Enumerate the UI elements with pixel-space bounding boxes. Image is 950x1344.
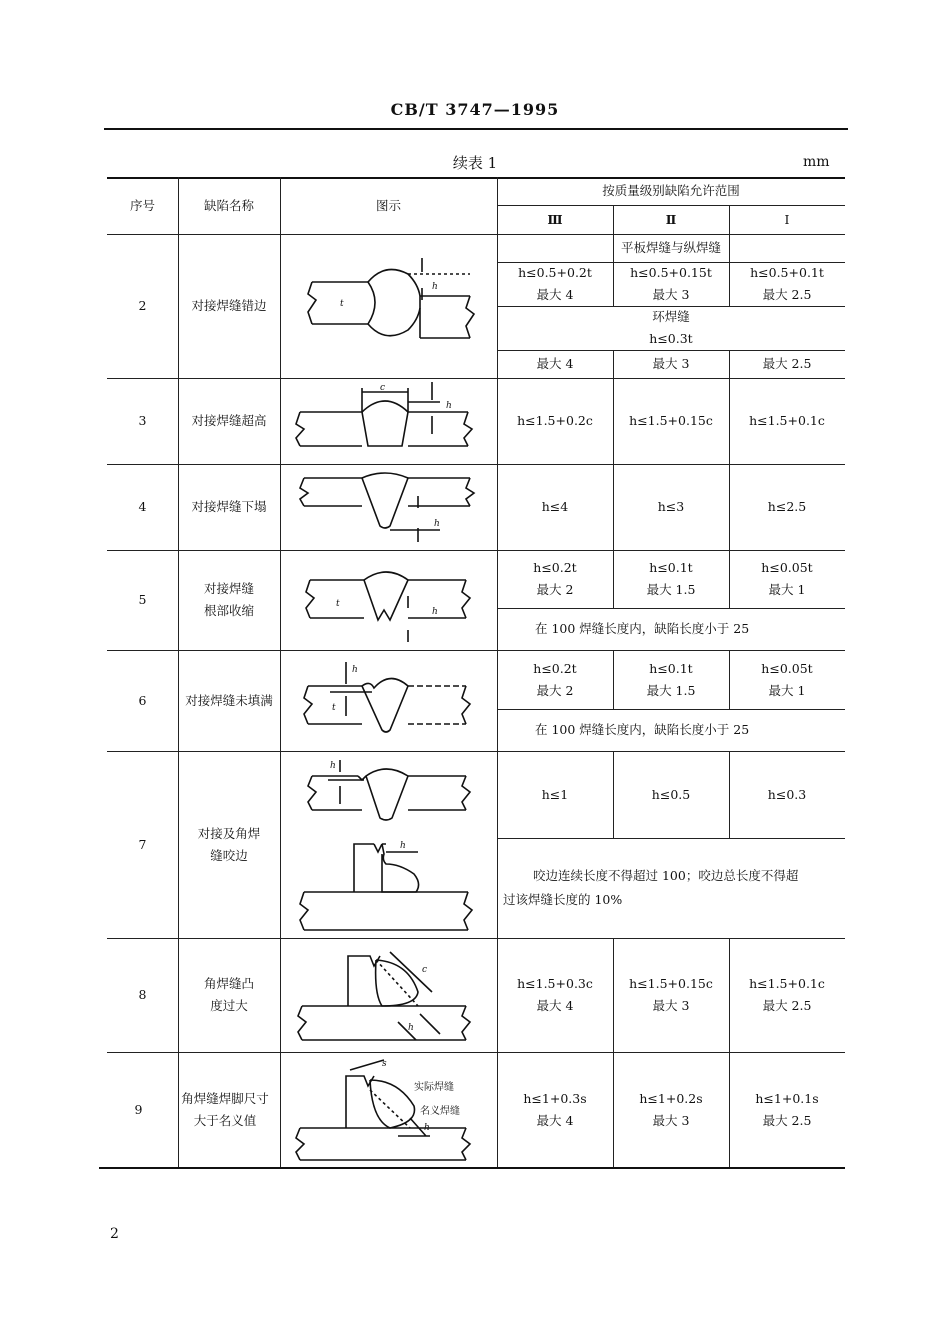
limit-max: 最大 2.5 bbox=[762, 1112, 812, 1128]
fig-label-h: h bbox=[400, 841, 406, 851]
limit-cell bbox=[729, 938, 845, 1052]
fig-label-h: h bbox=[434, 519, 440, 529]
limit-formula: h≤0.5+0.15t bbox=[630, 265, 712, 280]
fig-label-c: c bbox=[380, 383, 386, 393]
limit-max: 最大 2.5 bbox=[762, 287, 812, 302]
col-rule bbox=[280, 177, 281, 1167]
row-no: 2 bbox=[138, 298, 147, 313]
header-rule bbox=[104, 128, 848, 130]
limit-max: 最大 4 bbox=[536, 998, 574, 1013]
limit-formula: h≤0.5+0.2t bbox=[518, 265, 592, 280]
fig-label-nominal-weld: 名义焊缝 bbox=[420, 1106, 460, 1117]
unit-label: mm bbox=[803, 154, 830, 170]
limit-formula: h≤1.5+0.2c bbox=[517, 413, 593, 428]
note-text bbox=[497, 838, 845, 938]
limit-max: 最大 3 bbox=[652, 356, 690, 371]
limit-formula: h≤3 bbox=[657, 499, 685, 514]
limit-max: 最大 1 bbox=[768, 582, 806, 597]
limit-formula: h≤1.5+0.1c bbox=[749, 976, 825, 991]
row-no: 7 bbox=[138, 836, 147, 852]
fig-label-s: s bbox=[382, 1059, 387, 1069]
limit-cell bbox=[497, 938, 613, 1052]
limit-cell bbox=[729, 550, 845, 608]
row-no: 4 bbox=[138, 499, 147, 514]
limit-max: 最大 3 bbox=[652, 1112, 690, 1128]
limit-cell bbox=[729, 650, 845, 709]
figure-fillet-convexity bbox=[290, 944, 490, 1048]
col-header-figure: 图示 bbox=[375, 197, 401, 213]
grade-header-2: Ⅱ bbox=[665, 211, 677, 227]
fig-label-t: t bbox=[336, 599, 340, 609]
limit-formula: h≤0.05t bbox=[761, 560, 813, 575]
subsection-cell bbox=[497, 306, 845, 350]
fig-label-t: t bbox=[332, 703, 336, 713]
limit-formula: h≤0.3 bbox=[767, 786, 807, 802]
grade-header-1: Ⅰ bbox=[784, 211, 790, 227]
limit-max: 最大 1 bbox=[768, 682, 806, 698]
limit-max: 最大 1.5 bbox=[646, 582, 696, 597]
defect-name-line: 度过大 bbox=[210, 998, 248, 1013]
col-header-range: 按质量级别缺陷允许范围 bbox=[602, 183, 740, 198]
limit-max: 最大 3 bbox=[652, 998, 690, 1013]
limit-cell bbox=[613, 1052, 729, 1167]
figure-excess-reinforcement bbox=[290, 382, 490, 462]
figure-undercut-fillet bbox=[290, 840, 490, 936]
limit-formula: h≤0.05t bbox=[761, 660, 813, 676]
fig-label-h: h bbox=[330, 761, 336, 771]
note-line: 咬边连续长度不得超过 100；咬边总长度不得超 bbox=[533, 868, 799, 883]
limit-formula: h≤2.5 bbox=[767, 499, 807, 514]
figure-misalignment bbox=[290, 244, 490, 372]
col-header-name: 缺陷名称 bbox=[203, 197, 254, 213]
limit-formula: h≤0.1t bbox=[649, 660, 693, 676]
row-no: 3 bbox=[138, 413, 147, 428]
defect-name-line: 对接焊缝 bbox=[203, 581, 254, 596]
limit-max: 最大 4 bbox=[536, 1112, 574, 1128]
note-line: 过该焊缝长度的 10% bbox=[503, 892, 623, 907]
limit-max: 最大 3 bbox=[652, 287, 690, 302]
fig-label-h: h bbox=[432, 607, 438, 617]
limit-formula: h≤1+0.1s bbox=[755, 1090, 819, 1106]
note-text: 在 100 焊缝长度内，缺陷长度小于 25 bbox=[535, 621, 750, 636]
fig-label-h: h bbox=[446, 401, 452, 411]
limit-cell bbox=[497, 1052, 613, 1167]
limit-cell bbox=[729, 1052, 845, 1167]
fig-label-h: h bbox=[432, 282, 438, 292]
col-header-no: 序号 bbox=[129, 197, 155, 213]
limit-formula: h≤1+0.3s bbox=[523, 1090, 587, 1106]
figure-oversize-leg bbox=[290, 1056, 490, 1162]
limit-max: 最大 2.5 bbox=[762, 356, 812, 371]
fig-label-h: h bbox=[424, 1123, 430, 1133]
defect-name-line: 对接及角焊 bbox=[197, 825, 261, 841]
limit-max: 最大 2 bbox=[536, 582, 574, 597]
limit-max: 最大 2 bbox=[536, 682, 574, 698]
limit-formula: h≤0.2t bbox=[533, 560, 577, 575]
limit-cell bbox=[613, 938, 729, 1052]
limit-formula: h≤0.1t bbox=[649, 560, 693, 575]
limit-formula: h≤0.3t bbox=[649, 331, 693, 346]
defect-name: 对接焊缝错边 bbox=[191, 298, 267, 313]
limit-cell bbox=[613, 262, 729, 306]
limit-formula: h≤0.5+0.1t bbox=[750, 265, 824, 280]
table-bottom-rule bbox=[99, 1167, 845, 1169]
defect-name-line: 角焊缝焊脚尺寸 bbox=[181, 1090, 269, 1106]
figure-sag bbox=[290, 468, 490, 548]
fig-label-h: h bbox=[408, 1023, 414, 1033]
row-no: 8 bbox=[138, 987, 147, 1002]
defect-name-line: 角焊缝凸 bbox=[203, 976, 254, 991]
limit-formula: h≤1.5+0.15c bbox=[629, 976, 713, 991]
defect-name-line: 缝咬边 bbox=[210, 847, 248, 863]
figure-underfill bbox=[290, 656, 490, 746]
limit-max: 最大 1.5 bbox=[646, 682, 696, 698]
defect-name bbox=[178, 938, 280, 1052]
limit-formula: h≤0.5 bbox=[651, 786, 691, 802]
page-number: 2 bbox=[110, 1226, 119, 1242]
fig-label-t: t bbox=[340, 299, 344, 309]
limit-cell bbox=[613, 650, 729, 709]
limit-cell bbox=[613, 550, 729, 608]
defect-name-line: 根部收缩 bbox=[203, 603, 254, 618]
defect-name: 对接焊缝未填满 bbox=[185, 692, 273, 708]
limit-max: 最大 4 bbox=[536, 356, 574, 371]
limit-max: 最大 2.5 bbox=[762, 998, 812, 1013]
limit-formula: h≤1.5+0.1c bbox=[749, 413, 825, 428]
fig-label-actual-weld: 实际焊缝 bbox=[414, 1082, 454, 1093]
limit-formula: h≤1+0.2s bbox=[639, 1090, 703, 1106]
row-no: 5 bbox=[138, 592, 147, 607]
row-no: 9 bbox=[134, 1101, 143, 1117]
limit-formula: h≤0.2t bbox=[533, 660, 577, 676]
limit-formula: h≤4 bbox=[541, 499, 569, 514]
limit-formula: h≤1.5+0.3c bbox=[517, 976, 593, 991]
row-no: 6 bbox=[138, 692, 147, 708]
limit-cell bbox=[497, 550, 613, 608]
defect-name bbox=[170, 1052, 280, 1167]
fig-label-c: c bbox=[422, 965, 428, 975]
defect-name bbox=[178, 550, 280, 650]
defect-name: 对接焊缝超高 bbox=[191, 413, 267, 428]
limit-cell bbox=[497, 262, 613, 306]
limit-formula: h≤1 bbox=[541, 786, 569, 802]
standard-code: CB/T 3747—1995 bbox=[390, 100, 560, 119]
limit-cell bbox=[729, 262, 845, 306]
defect-name: 对接焊缝下塌 bbox=[191, 499, 267, 514]
note-text: 在 100 焊缝长度内，缺陷长度小于 25 bbox=[535, 722, 750, 737]
limit-formula: h≤1.5+0.15c bbox=[629, 413, 713, 428]
fig-label-h: h bbox=[352, 665, 358, 675]
limit-max: 最大 4 bbox=[536, 287, 574, 302]
figure-root-concavity bbox=[290, 558, 490, 646]
table-caption: 续表 1 bbox=[452, 154, 498, 172]
defect-name bbox=[178, 751, 280, 938]
subsection-title: 平板焊缝与纵焊缝 bbox=[620, 240, 721, 255]
subsection-title: 环焊缝 bbox=[652, 309, 690, 324]
defect-name-line: 大于名义值 bbox=[193, 1112, 257, 1128]
figure-undercut-butt bbox=[290, 756, 490, 836]
grade-header-3: Ⅲ bbox=[547, 211, 563, 227]
limit-cell bbox=[497, 650, 613, 709]
